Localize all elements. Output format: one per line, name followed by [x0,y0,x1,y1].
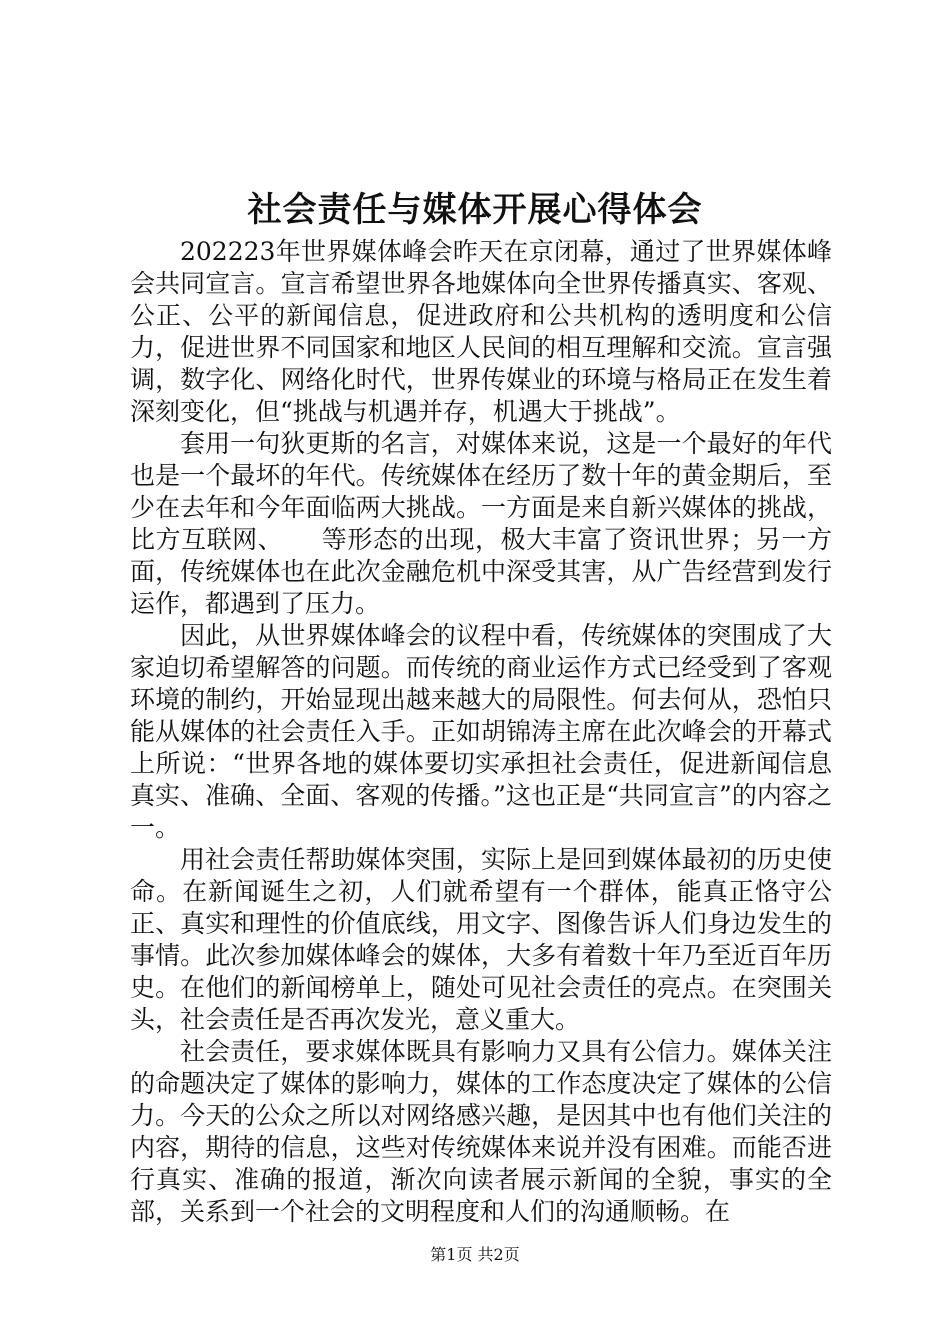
paragraph: 用社会责任帮助媒体突围，实际上是回到媒体最初的历史使命。在新闻诞生之初，人们就希望有一个群体，能真正恪守公正、真实和理性的价值底线，用文字、图像告诉人们身边发生的事情。此次参加媒体峰会的媒体，大多有着数十年乃至近百年历史。在他们的新闻榜单上，随处可见社会责任的亮点。在突围关头，社会责任是否再次发光，意义重大。 [130,845,832,1034]
paragraph: 202223年世界媒体峰会昨天在京闭幕，通过了世界媒体峰会共同宣言。宣言希望世界各地媒体向全世界传播真实、客观、公正、公平的新闻信息，促进政府和公共机构的透明度和公信力，促进世界不同国家和地区人民间的相互理解和交流。宣言强调，数字化、网络化时代，世界传媒业的环境与格局正在发生着深刻变化，但“挑战与机遇并存，机遇大于挑战”。 [130,237,832,426]
page-title: 社会责任与媒体开展心得体会 [247,190,703,230]
page-number: 第1页 共2页 [430,1245,520,1264]
paragraph: 套用一句狄更斯的名言，对媒体来说，这是一个最好的年代也是一个最坏的年代。传统媒体在经历了数十年的黄金期后，至少在去年和今年面临两大挑战。一方面是来自新兴媒体的挑战，比方互联网、 等形态的出现，极大丰富了资讯世界；另一方面，传统媒体也在此次金融危机中深受其害，从广告经营到发行运作，都遇到了压力。 [130,429,832,618]
paragraph: 因此，从世界媒体峰会的议程中看，传统媒体的突围成了大家迫切希望解答的问题。而传统的商业运作方式已经受到了客观环境的制约，开始显现出越来越大的局限性。何去何从，恐怕只能从媒体的社会责任入手。正如胡锦涛主席在此次峰会的开幕式上所说：“世界各地的媒体要切实承担社会责任，促进新闻信息真实、准确、全面、客观的传播。”这也正是“共同宣言”的内容之一。 [130,621,832,842]
document-body [130,236,832,1228]
paragraph: 社会责任，要求媒体既具有影响力又具有公信力。媒体关注的命题决定了媒体的影响力，媒体的工作态度决定了媒体的公信力。今天的公众之所以对网络感兴趣，是因其中也有他们关注的内容，期待的信息，这些对传统媒体来说并没有困难。而能否进行真实、准确的报道，渐次向读者展示新闻的全貌，事实的全部，关系到一个社会的文明程度和人们的沟通顺畅。在 [130,1037,832,1226]
